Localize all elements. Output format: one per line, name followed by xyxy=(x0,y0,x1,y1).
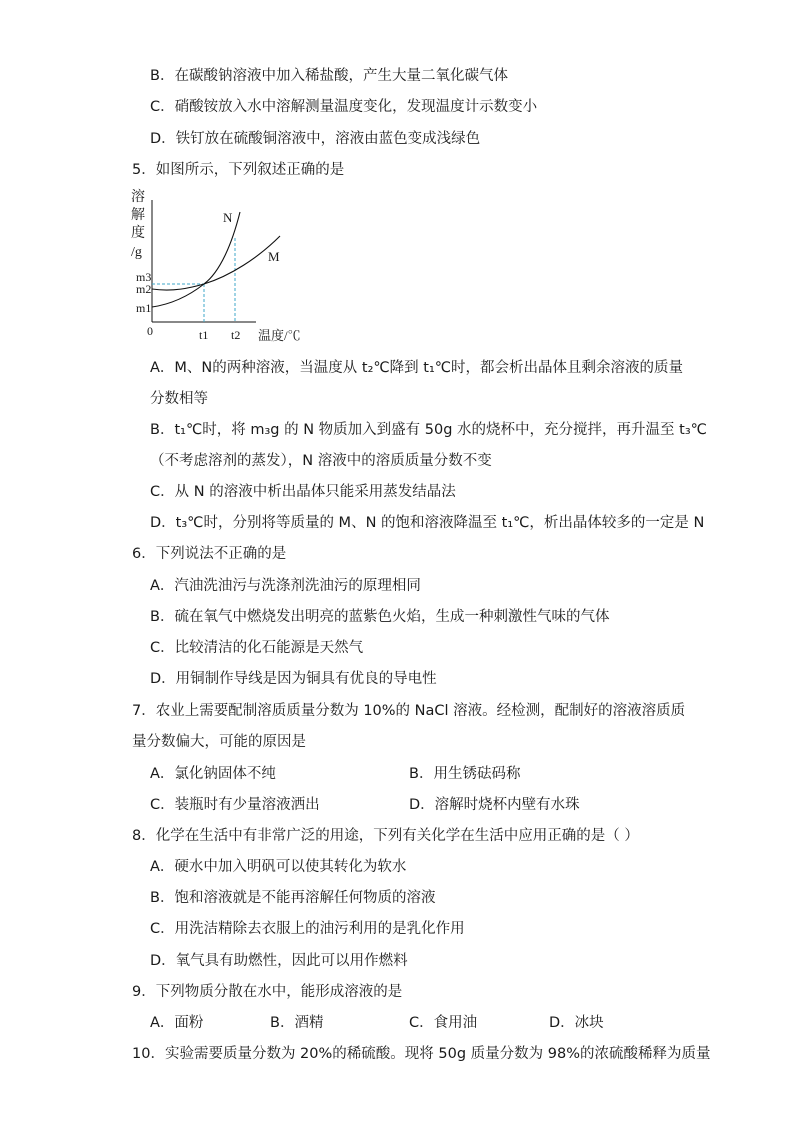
curve-n xyxy=(152,212,240,307)
x-axis-label: 温度/℃ xyxy=(258,328,301,343)
q4-option-b: B．在碳酸钠溶液中加入稀盐酸，产生大量二氧化碳气体 xyxy=(150,68,508,84)
q6-option-c: C．比较清洁的化石能源是天然气 xyxy=(150,640,364,656)
q9-option-c: C．食用油 xyxy=(409,1015,478,1031)
m2-label: m2 xyxy=(136,282,152,296)
q9-option-a: A．面粉 xyxy=(150,1015,204,1031)
curve-m xyxy=(152,236,280,290)
q5-option-b-cont: （不考虑溶剂的蒸发），N 溶液中的溶质质量分数不变 xyxy=(150,453,492,469)
y-axis-label-1: 溶 xyxy=(131,190,145,205)
origin-label: 0 xyxy=(147,324,153,338)
q7-option-c: C．装瓶时有少量溶液洒出 xyxy=(150,797,320,813)
solubility-graph-svg xyxy=(128,184,328,354)
q8-option-d: D．氧气具有助燃性，因此可以用作燃料 xyxy=(150,953,408,969)
q8-option-c: C．用洗洁精除去衣服上的油污利用的是乳化作用 xyxy=(150,921,465,937)
t2-label: t2 xyxy=(231,328,241,342)
q7-option-d: D．溶解时烧杯内壁有水珠 xyxy=(409,797,580,813)
q10-stem: 10．实验需要质量分数为 20%的稀硫酸。现将 50g 质量分数为 98%的浓硫酸稀释为质量 xyxy=(132,1046,711,1062)
q5-option-c: C．从 N 的溶液中析出晶体只能采用蒸发结晶法 xyxy=(150,484,456,500)
y-axis-label-2: 解 xyxy=(131,208,145,223)
y-axis-label-4: /g xyxy=(131,245,142,260)
q8-stem: 8．化学在生活中有非常广泛的用途，下列有关化学在生活中应用正确的是（ ） xyxy=(132,828,639,844)
q4-option-c: C．硝酸铵放入水中溶解测量温度变化，发现温度计示数变小 xyxy=(150,99,538,115)
q7-stem-cont: 量分数偏大，可能的原因是 xyxy=(132,734,306,750)
curve-n-label: N xyxy=(223,210,233,225)
q6-option-d: D．用铜制作导线是因为铜具有优良的导电性 xyxy=(150,671,437,687)
q5-option-a: A．M、N的两种溶液，当温度从 t₂℃降到 t₁℃时，都会析出晶体且剩余溶液的质量 xyxy=(150,360,684,376)
curve-m-label: M xyxy=(268,249,280,264)
q9-stem: 9．下列物质分散在水中，能形成溶液的是 xyxy=(132,984,403,1000)
y-axis-label-3: 度 xyxy=(131,226,145,241)
q6-stem: 6．下列说法不正确的是 xyxy=(132,546,287,562)
q5-stem: 5．如图所示，下列叙述正确的是 xyxy=(132,162,345,178)
q5-option-a-cont: 分数相等 xyxy=(150,391,208,407)
q6-option-a: A．汽油洗油污与洗涤剂洗油污的原理相同 xyxy=(150,578,421,594)
m3-label: m3 xyxy=(136,270,152,284)
solubility-graph xyxy=(128,184,328,354)
q7-option-a: A．氯化钠固体不纯 xyxy=(150,766,276,782)
q5-option-b: B．t₁℃时，将 m₃g 的 N 物质加入到盛有 50g 水的烧杯中，充分搅拌，再升温至 t₃℃ xyxy=(150,422,707,438)
q9-option-b: B．酒精 xyxy=(270,1015,324,1031)
q8-option-a: A．硬水中加入明矾可以使其转化为软水 xyxy=(150,859,407,875)
q6-option-b: B．硫在氧气中燃烧发出明亮的蓝紫色火焰，生成一种刺激性气味的气体 xyxy=(150,609,610,625)
t1-label: t1 xyxy=(199,328,209,342)
m1-label: m1 xyxy=(136,301,152,315)
q7-option-b: B．用生锈砝码称 xyxy=(409,766,521,782)
q7-stem: 7．农业上需要配制溶质质量分数为 10%的 NaCl 溶液。经检测，配制好的溶液溶质质 xyxy=(132,703,686,719)
q8-option-b: B．饱和溶液就是不能再溶解任何物质的溶液 xyxy=(150,890,436,906)
q5-option-d: D．t₃℃时，分别将等质量的 M、N 的饱和溶液降温至 t₁℃，析出晶体较多的一定是 N xyxy=(150,515,705,531)
q9-option-d: D．冰块 xyxy=(549,1015,604,1031)
q4-option-d: D．铁钉放在硫酸铜溶液中，溶液由蓝色变成浅绿色 xyxy=(150,131,481,147)
